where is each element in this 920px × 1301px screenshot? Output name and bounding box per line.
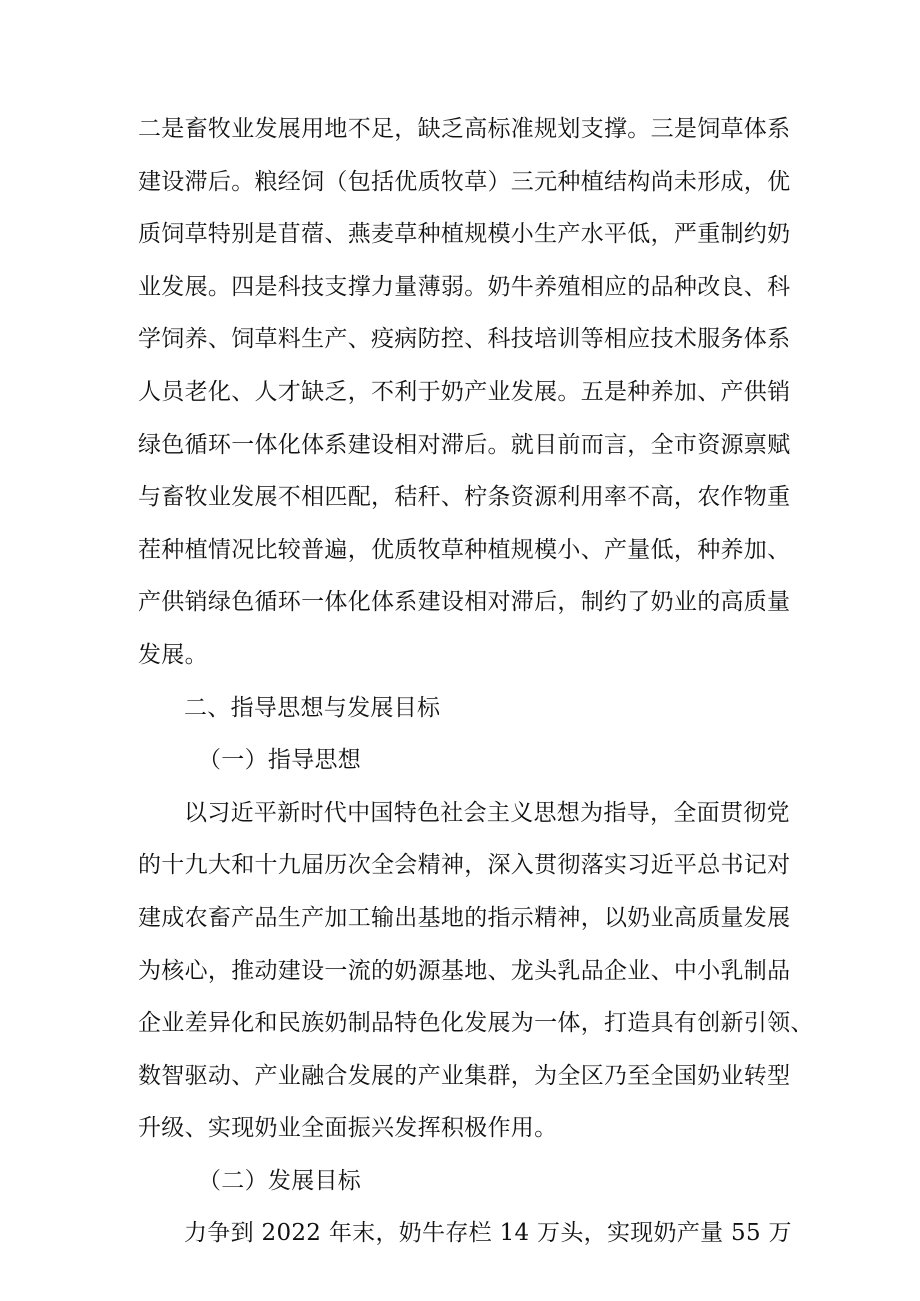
text-line: 发展。 <box>138 641 208 668</box>
text-line: 质饲草特别是苜蓿、燕麦草种植规模小生产水平低，严重制约奶 <box>138 221 791 248</box>
text-line: 业发展。四是科技支撑力量薄弱。奶牛养殖相应的品种改良、科 <box>138 273 791 300</box>
text-line: 二是畜牧业发展用地不足，缺乏高标准规划支撑。三是饲草体系 <box>138 116 791 142</box>
text-line: 绿色循环一体化体系建设相对滞后。就目前而言，全市资源禀赋 <box>138 431 791 458</box>
text-line: 升级、实现奶业全面振兴发挥积极作用。 <box>138 1115 558 1142</box>
text-line: 力争到 2022 年末，奶牛存栏 14 万头，实现奶产量 55 万 <box>184 1220 792 1247</box>
text-line: 以习近平新时代中国特色社会主义思想为指导，全面贯彻党 <box>184 799 790 826</box>
text-line: 人员老化、人才缺乏，不利于奶产业发展。五是种养加、产供销 <box>138 378 791 405</box>
text-line: 产供销绿色循环一体化体系建设相对滞后，制约了奶业的高质量 <box>138 589 791 616</box>
text-line: 建成农畜产品生产加工输出基地的指示精神，以奶业高质量发展 <box>138 904 791 931</box>
section-heading: 二、指导思想与发展目标 <box>184 694 441 721</box>
text-line: 建设滞后。粮经饲（包括优质牧草）三元种植结构尚未形成，优 <box>138 168 791 195</box>
text-line: 企业差异化和民族奶制品特色化发展为一体，打造具有创新引领、 <box>138 1010 814 1037</box>
text-line: 的十九大和十九届历次全会精神，深入贯彻落实习近平总书记对 <box>138 852 791 879</box>
subsection-heading: （二）发展目标 <box>198 1167 362 1194</box>
text-line: 茬种植情况比较普遍，优质牧草种植规模小、产量低，种养加、 <box>138 536 791 563</box>
document-body <box>138 103 814 1260</box>
text-line: 为核心，推动建设一流的奶源基地、龙头乳品企业、中小乳制品 <box>138 957 791 984</box>
subsection-heading: （一）指导思想 <box>198 747 362 774</box>
text-line: 与畜牧业发展不相匹配，秸秆、柠条资源利用率不高，农作物重 <box>138 484 791 511</box>
text-line: 数智驱动、产业融合发展的产业集群，为全区乃至全国奶业转型 <box>138 1062 791 1089</box>
text-line: 学饲养、饲草料生产、疫病防控、科技培训等相应技术服务体系 <box>138 326 791 353</box>
